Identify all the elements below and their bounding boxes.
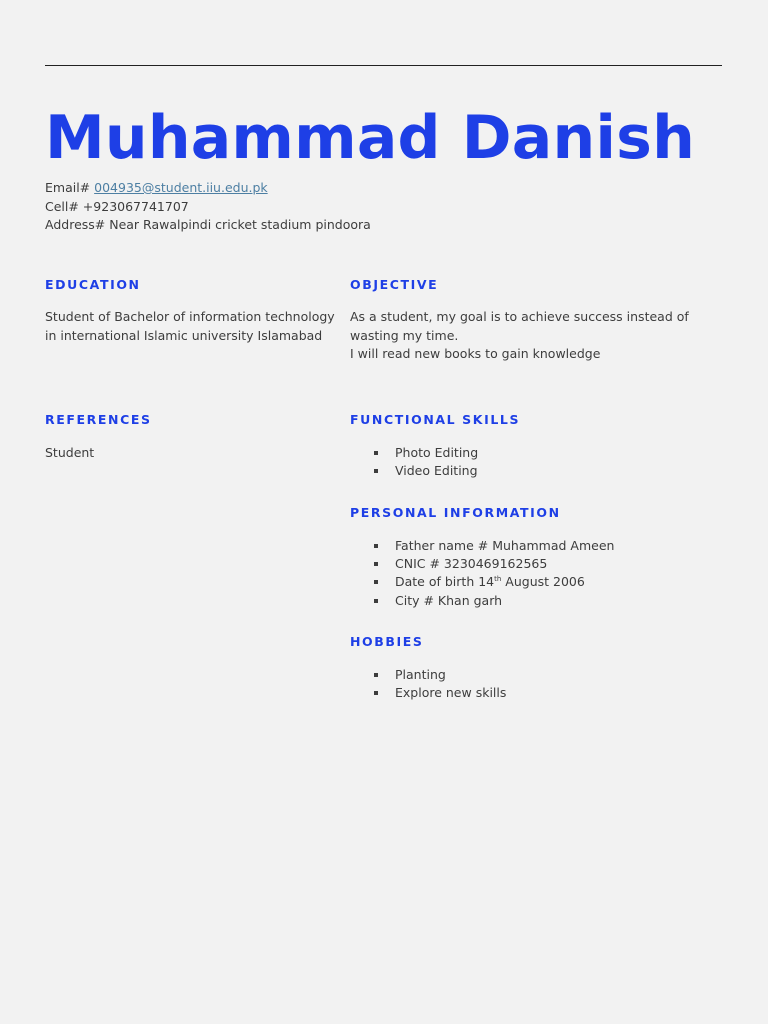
list-item: Father name # Muhammad Ameen bbox=[350, 537, 614, 555]
list-item: Explore new skills bbox=[350, 684, 506, 702]
dob-ordinal: th bbox=[494, 575, 502, 584]
email-link[interactable]: 004935@student.iiu.edu.pk bbox=[94, 180, 268, 195]
functional-skills-list bbox=[350, 444, 478, 480]
references-heading: REFERENCES bbox=[45, 412, 152, 427]
list-item: City # Khan garh bbox=[350, 592, 614, 610]
dob-prefix: Date of birth 14 bbox=[395, 574, 495, 590]
personal-information-heading: PERSONAL INFORMATION bbox=[350, 505, 561, 520]
list-item: CNIC # 3230469162565 bbox=[350, 555, 614, 573]
personal-information-list bbox=[350, 537, 614, 610]
functional-skills-heading: FUNCTIONAL SKILLS bbox=[350, 412, 521, 427]
contact-block bbox=[45, 179, 371, 235]
education-text bbox=[45, 308, 335, 345]
email-label: Email# bbox=[45, 180, 95, 195]
references-text bbox=[45, 444, 94, 463]
references-line: Student bbox=[45, 445, 95, 460]
list-item: Planting bbox=[350, 666, 506, 684]
objective-text bbox=[350, 308, 689, 364]
list-item: Video Editing bbox=[350, 462, 478, 480]
education-line: in international Islamic university Islamabad bbox=[45, 327, 323, 343]
hobbies-heading: HOBBIES bbox=[350, 634, 424, 649]
cell-row: Cell# +923067741707 bbox=[45, 198, 189, 214]
hobbies-list bbox=[350, 666, 506, 702]
dob-suffix: August 2006 bbox=[501, 574, 585, 590]
list-item-dob bbox=[350, 573, 614, 591]
list-item: Photo Editing bbox=[350, 444, 478, 462]
address-row: Address# Near Rawalpindi cricket stadium pindoora bbox=[45, 217, 371, 232]
objective-line: As a student, my goal is to achieve success instead of bbox=[350, 309, 689, 324]
education-heading: EDUCATION bbox=[45, 277, 141, 292]
objective-line: wasting my time. bbox=[350, 327, 459, 343]
top-divider bbox=[45, 65, 722, 66]
candidate-name: Muhammad Danish bbox=[45, 103, 695, 173]
email-row bbox=[45, 179, 371, 198]
objective-heading: OBJECTIVE bbox=[350, 277, 439, 292]
education-line: Student of Bachelor of information technology bbox=[45, 309, 335, 324]
objective-line: I will read new books to gain knowledge bbox=[350, 346, 601, 361]
